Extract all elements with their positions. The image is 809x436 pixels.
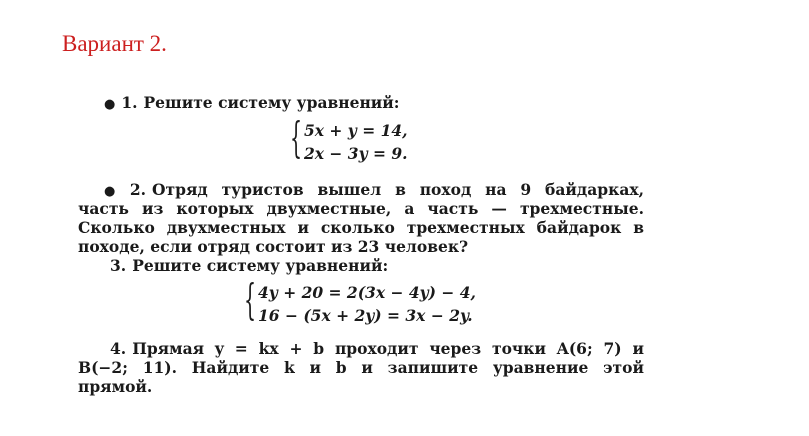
- task-1-equation-2: 2x − 3y = 9.: [304, 144, 408, 163]
- task-2-number: 2.: [129, 180, 146, 199]
- task-4-line-3: прямой.: [78, 377, 153, 396]
- task-2-line-1: [78, 180, 644, 201]
- task-2-line-1-text: Отряд туристов вышел в поход на 9 байдарках,: [152, 180, 644, 199]
- task-4-line-2: B(−2; 11). Найдите k и b и запишите уравнение этой: [78, 358, 644, 377]
- task-4-number: 4.: [110, 339, 127, 358]
- task-1-number: 1.: [121, 93, 138, 112]
- task-3-brace: {: [244, 275, 257, 324]
- task-2-line-2: часть из которых двухместные, а часть — трехместные.: [78, 199, 644, 218]
- task-1-equation-1: 5x + y = 14,: [304, 121, 408, 140]
- task-2-bullet: ●: [104, 184, 124, 199]
- task-3-equation-2: 16 − (5x + 2y) = 3x − 2y.: [258, 306, 473, 325]
- task-1-brace: {: [290, 113, 303, 162]
- task-1-text: Решите систему уравнений:: [143, 93, 400, 112]
- task-2-line-3: Сколько двухместных и сколько трехместных байдарок в: [78, 218, 644, 237]
- task-3-equation-1: 4y + 20 = 2(3x − 4y) − 4,: [258, 283, 476, 302]
- task-1-bullet: ●: [104, 97, 116, 112]
- variant-title: Вариант 2.: [62, 31, 167, 56]
- task-1-heading: [104, 93, 400, 114]
- task-4-line-1-text: Прямая y = kx + b проходит через точки A(6; 7) и: [132, 339, 644, 358]
- task-3-text: Решите систему уравнений:: [132, 256, 389, 275]
- task-4-line-1: [78, 339, 644, 358]
- task-3-number: 3.: [110, 256, 127, 275]
- task-3-heading: [110, 256, 388, 275]
- task-2-line-4: походе, если отряд состоит из 23 человек?: [78, 237, 469, 256]
